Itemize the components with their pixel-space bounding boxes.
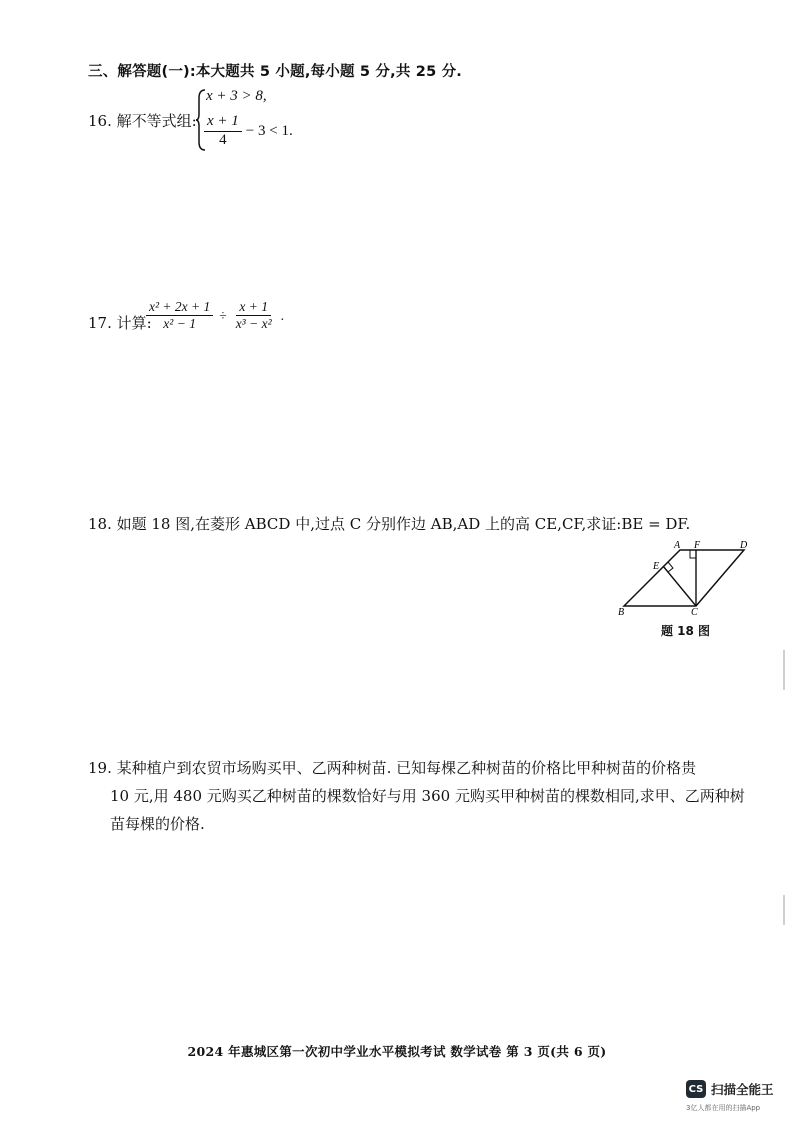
scanner-app-name: 扫描全能王: [711, 1082, 774, 1097]
label-e: E: [653, 561, 660, 572]
label-f: F: [694, 540, 701, 551]
q16-inequality-2-rest: − 3 < 1.: [245, 122, 293, 139]
section-header: 三、解答题(一):本大题共 5 小题,每小题 5 分,共 25 分.: [88, 64, 463, 80]
q17-end-mark: .: [280, 307, 285, 323]
q17-fraction-1-denominator: x² − 1: [163, 316, 196, 332]
scanner-app-tagline: 3亿人都在用的扫描App: [686, 1104, 761, 1112]
q17-fraction-2-denominator: x³ − x²: [235, 316, 272, 332]
q19-text: [88, 754, 778, 838]
q16-fraction: [204, 114, 242, 149]
page-footer: 2024 年惠城区第一次初中学业水平模拟考试 数学试卷 第 3 页(共 6 页): [187, 1044, 607, 1059]
q17-fraction-1: [146, 300, 213, 331]
scanner-watermark: [686, 1080, 774, 1098]
q19-line-2: 10 元,用 480 元购买乙种树苗的棵数恰好与用 360 元购买甲种树苗的棵数相同,求甲、乙两种树: [110, 787, 745, 805]
edge-mark-1: [783, 650, 785, 690]
q16-inequality-2: [204, 114, 293, 149]
label-b: B: [618, 607, 625, 618]
q16-prefix: 16. 解不等式组:: [88, 112, 197, 130]
q16-inequality-1: x + 3 > 8,: [206, 88, 267, 104]
right-angle-mark-e: [668, 562, 673, 572]
cs-logo-icon: CS: [686, 1080, 706, 1098]
q17-prefix: 17. 计算:: [88, 314, 152, 332]
q16-fraction-denominator: 4: [219, 131, 227, 148]
right-angle-mark-f: [690, 550, 696, 558]
edge-mark-2: [783, 895, 785, 925]
q17-divide-sign: ÷: [219, 307, 227, 323]
q17-fraction-2-numerator: x + 1: [236, 300, 271, 316]
q18-text: 18. 如题 18 图,在菱形 ABCD 中,过点 C 分别作边 AB,AD 上的高 CE,CF,求证:BE = DF.: [88, 515, 691, 533]
label-c: C: [691, 607, 698, 618]
q17-fraction-2: [233, 300, 275, 331]
q16-fraction-numerator: x + 1: [204, 114, 242, 132]
label-a: A: [674, 540, 681, 551]
rhombus-outline: [624, 550, 744, 606]
altitude-ce: [663, 566, 696, 606]
q17-expression: [146, 300, 284, 331]
label-d: D: [740, 540, 748, 551]
q18-figure-caption: 题 18 图: [661, 624, 711, 638]
q19-line-1: 19. 某种植户到农贸市场购买甲、乙两种树苗. 已知每棵乙种树苗的价格比甲种树苗的价格贵: [88, 759, 697, 777]
q17-fraction-1-numerator: x² + 2x + 1: [146, 300, 213, 316]
q18-rhombus-figure: [612, 538, 762, 618]
q19-line-3: 苗每棵的价格.: [110, 815, 205, 833]
